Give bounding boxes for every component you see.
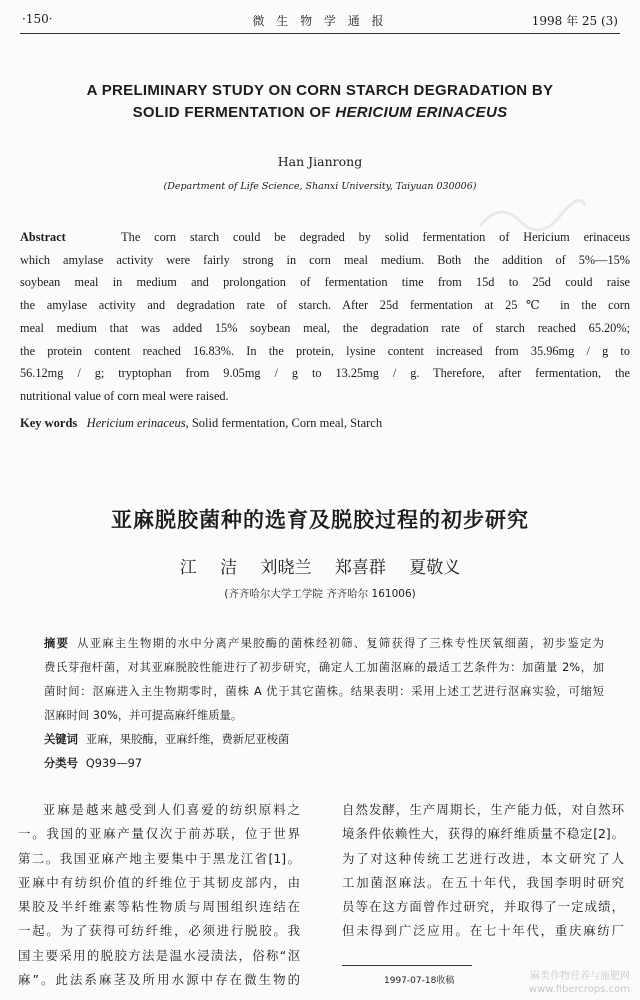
chinese-title: 亚麻脱胶菌种的选育及脱胶过程的初步研究 — [111, 508, 529, 532]
zh-keywords-text: 亚麻，果胶酶，亚麻纤维，费新尼亚梭菌 — [85, 733, 290, 746]
abstract-line-6: 56.12mg / g; tryptophan from 9.05mg / g to 13.25mg / g. Therefore, after fermentation, the — [20, 366, 630, 381]
abstract-line-2: soybean meal in medium and prolongation of fermentation time from 15d to 25d could raise — [20, 275, 630, 290]
body-right-column — [342, 798, 624, 944]
english-author: Han Jianrong — [277, 154, 363, 169]
chinese-abstract — [44, 632, 604, 776]
keywords-species: Hericium erinaceus — [86, 416, 186, 430]
abstract-line-7: nutritional value of corn meal were raised. — [20, 388, 229, 403]
zh-abstract-line-2: 菌时间：沤麻进入主生物期零时，菌株 A 优于其它菌株。结果表明：采用上述工艺进行沤麻实验，可缩短 — [44, 685, 604, 698]
zh-abstract-line-3: 沤麻时间 30%，并可提高麻纤维质量。 — [44, 709, 243, 722]
body-right-line: 工加菌沤麻法。在五十年代，我国李明时研究 — [342, 874, 624, 890]
zh-abstract-line-0-text: 从亚麻主生物期的水中分离产果胶酶的菌株经初筛、复筛获得了三株专性厌氧细菌，初步鉴定为 — [77, 637, 604, 650]
body-left-line: 麻”。此法系麻茎及所用水源中存在微生物的 — [18, 972, 300, 988]
body-left-line: 一。我国的亚麻产量仅次于前苏联，位于世界 — [18, 826, 300, 842]
body-left-line: 亚麻中有纺织价值的纤维位于其韧皮部内，由 — [18, 874, 300, 890]
chinese-affiliation: (齐齐哈尔大学工学院 齐齐哈尔 161006) — [224, 588, 416, 600]
received-date: 1997-07-18收稿 — [384, 976, 455, 986]
page-number: ·150· — [22, 12, 53, 26]
abstract-line-1: which amylase activity were fairly strong in corn meal medium. Both the addition of 5%—15% — [20, 252, 630, 267]
journal-name: 微 生 物 学 通 报 — [252, 14, 388, 28]
english-title-line1: A PRELIMINARY STUDY ON CORN STARCH DEGRADATION BY — [86, 82, 554, 99]
zh-abstract-line-0 — [44, 632, 604, 656]
english-title-line2-prefix: SOLID FERMENTATION OF — [132, 104, 336, 121]
english-affiliation: (Department of Life Science, Shanxi University, Taiyuan 030006) — [163, 181, 477, 192]
body-right-line: 但未得到广泛应用。在七十年代，重庆麻纺厂 — [342, 923, 624, 939]
body-right-line: 为了对这种传统工艺进行改进，本文研究了人 — [342, 850, 624, 866]
abstract-line-3: the amylase activity and degradation rate of starch. After 25d fermentation at 25℃ in the corn — [20, 298, 630, 313]
zh-abstract-label: 摘要 — [44, 637, 70, 650]
zh-abstract-line-1: 费氏芽孢杆菌，对其亚麻脱胶性能进行了初步研究，确定人工加菌沤麻的最适工艺条件为：加菌量 2%，加 — [44, 661, 604, 674]
zh-keywords — [44, 728, 604, 752]
body-right-line: 员等在这方面曾作过研究，并取得了一定成绩， — [342, 899, 624, 915]
volume-issue: 1998 年 25 (3) — [531, 14, 618, 28]
zh-class-label: 分类号 — [44, 757, 78, 770]
body-left-line: 一起。为了获得可纺纤维，必须进行脱胶。我 — [18, 923, 300, 939]
zh-classification — [44, 752, 604, 776]
english-title — [30, 80, 610, 124]
footnote-rule — [342, 965, 472, 966]
keywords-rest: , Solid fermentation, Corn meal, Starch — [185, 416, 383, 430]
body-left-line: 果胶及半纤维素等粘性物质与周围组织连结在 — [18, 899, 300, 915]
english-title-line2 — [30, 102, 610, 124]
body-right-line: 境条件依赖性大，获得的麻纤维质量不稳定[2]。 — [342, 826, 624, 842]
chinese-authors: 江 洁 刘晓兰 郑喜群 夏敬义 — [179, 558, 461, 578]
body-left-column — [18, 798, 300, 992]
abstract-label: Abstract — [20, 230, 66, 244]
zh-keywords-label: 关键词 — [44, 733, 78, 746]
abstract-line-5: the protein content reached 16.83%. In the protein, lysine content increased from 35.96mg / g to — [20, 343, 630, 358]
body-left-line: 第二。我国亚麻产地主要集中于黑龙江省[1]。 — [18, 850, 300, 866]
body-left-line: 亚麻是越来越受到人们喜爱的纺织原料之 — [42, 802, 300, 817]
site-watermark — [529, 970, 630, 996]
body-left-line: 国主要采用的脱胶方法是温水浸渍法，俗称“沤 — [18, 947, 300, 963]
english-keywords — [20, 416, 630, 431]
abstract-line-4: meal medium that was added 15% soybean meal, the degradation rate of starch reached 65.20%; — [20, 320, 630, 335]
watermark-line2: www.fibercrops.com — [528, 984, 630, 995]
english-abstract — [20, 226, 630, 408]
keywords-label: Key words — [20, 416, 78, 430]
abstract-line-0 — [20, 226, 630, 249]
abstract-line-0-text: The corn starch could be degraded by solid fermentation of Hericium erinaceus — [121, 230, 630, 244]
zh-class-number: Q939—97 — [85, 757, 143, 770]
running-header — [0, 12, 640, 30]
english-title-species: HERICIUM ERINACEUS — [335, 104, 508, 121]
watermark-line1: 麻类作物营养与施肥网 — [530, 971, 630, 982]
header-rule — [20, 33, 620, 34]
body-right-line: 自然发酵，生产周期长，生产能力低，对自然环 — [342, 802, 624, 817]
